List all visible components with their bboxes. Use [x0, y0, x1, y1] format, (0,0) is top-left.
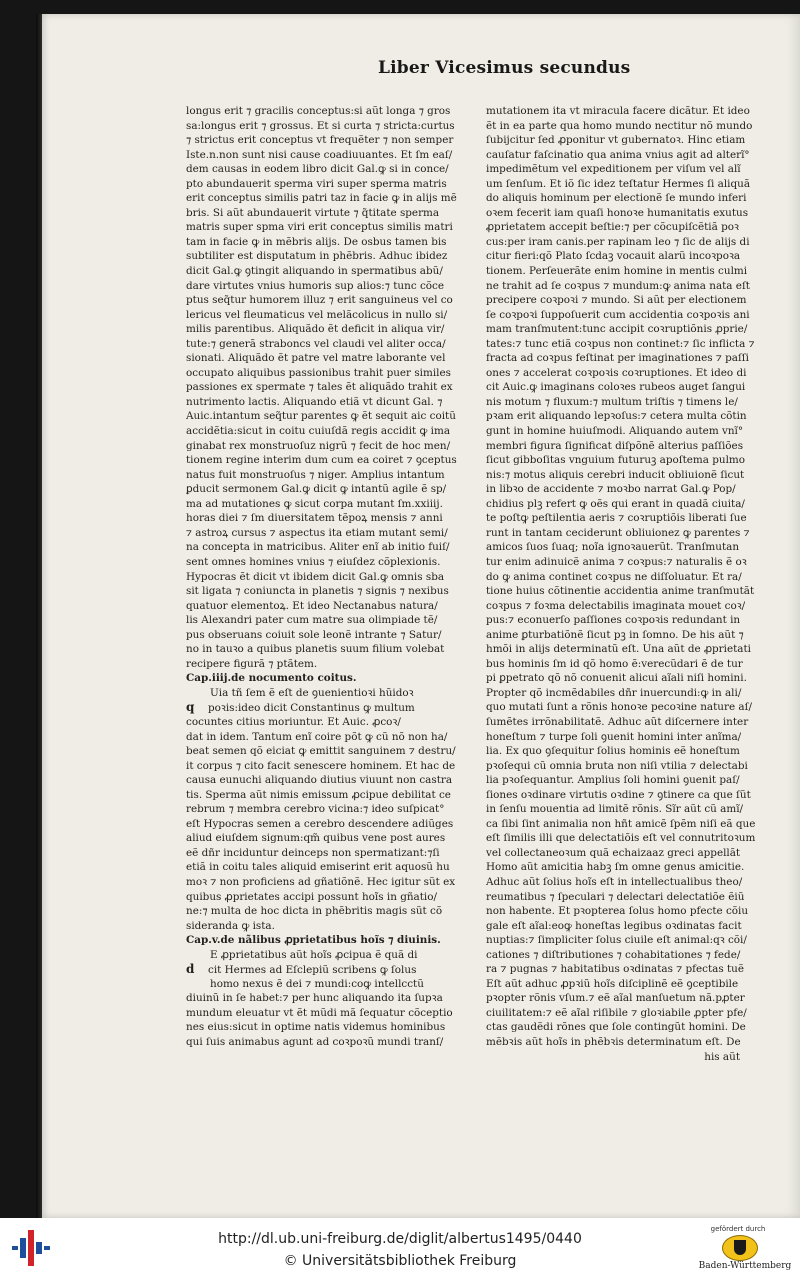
text-line: cationes ⁊ diſtributiones ⁊ cohabitationes ⁊ fede/ — [486, 948, 741, 961]
text-line: tur enim adinuicẽ anima ⁊ coꝛpus:⁊ naturalis ẽ oꝛ — [486, 555, 747, 568]
text-line: longus erit ⁊ gracilis conceptus:si aũt longa ⁊ gros — [186, 105, 451, 117]
text-line: Eſt aũt adhuc ꝓpꝛiũ hoĩs diſciplinẽ eẽ ꝯceptibile — [486, 977, 739, 990]
text-line: moꝛ ⁊ non proficiens ad gñatiõnẽ. Hec igitur sũt ex — [186, 875, 456, 888]
text-line: sa:longus erit ⁊ grossus. Et si curta ⁊ stricta:curtus — [186, 119, 455, 132]
text-line: hmõi in alijs determinatũ eſt. Una aũt de ꝓprietati — [486, 643, 751, 656]
text-line: sent omnes homines vnius ⁊ eiuſdez cõplexionis. — [186, 555, 441, 568]
text-line: tionem regine interim dum cum ea coiret ⁊ ꝯceptus — [186, 454, 457, 467]
text-line: nuptias:⁊ ſimpliciter ſolus ciuile eſt animal:qꝛ cõi/ — [486, 934, 747, 947]
text-line: cit Auic.ꝙ imaginans coloꝛes rubeos auget ſangui — [486, 381, 746, 394]
text-line: tione huius cõtinentie accidentia anime tranſmutãt — [486, 585, 755, 598]
text-line: causa eunuchi aliquando diutius viuunt non castra — [186, 774, 453, 787]
document-url[interactable]: http://dl.ub.uni-freiburg.de/diglit/albertus1495/0440 — [218, 1231, 582, 1247]
text-line: citur fieri:qõ Plato ſcdaꝫ vocauit alarũ incoꝛpoꝛa — [486, 250, 741, 263]
right-column — [486, 104, 758, 1064]
text-line: pus:⁊ econuerſo paſſiones coꝛpoꝛis redundant in — [486, 614, 741, 627]
text-line: chidius plꝫ refert ꝙ oẽs qui erant in quadã ciuita/ — [486, 497, 745, 510]
text-line: um ſenſum. Et iõ ſic idez teſtatur Hermes ſi aliquã — [486, 177, 751, 190]
text-line: tionem. Perſeuerãte enim homine in mentis culmi — [486, 265, 748, 278]
text-line: aliud eiuſdem signum:qm̃ quibus vene post aures — [186, 832, 446, 845]
text-line: ptus seq̃tur humorem illuz ⁊ erit sanguineus vel co — [186, 294, 453, 307]
baden-wuerttemberg-crest-icon — [722, 1235, 758, 1261]
text-line: cauſatur faſcinatio qua anima vnius agit ad alterĩ° — [486, 148, 750, 161]
text-line: E ꝓprietatibus aũt hoĩs ꝓcipua ẽ quã di — [210, 948, 418, 961]
text-line: natus fuit monstruoſus ⁊ niger. Amplius intantum — [186, 468, 445, 481]
text-line: pus obseruans coiuit sole leonẽ intrante ⁊ Satur/ — [186, 628, 442, 641]
text-line: horas diei ⁊ ſm diuersitatem tẽpoꝝ mensis ⁊ anni — [186, 512, 443, 525]
text-line: beat semen qõ eiciat ꝙ emittit sanguinem ⁊ destru/ — [186, 745, 456, 758]
text-line: occupato aliquibus passionibus trahit puer similes — [186, 366, 451, 379]
text-line: ma ad mutationes ꝙ sicut corpa mutant ſm.xxiiij. — [186, 497, 443, 510]
text-line: precipere coꝛpoꝛi ⁊ mundo. Si aũt per electionem — [486, 294, 747, 307]
text-line: reumatibus ⁊ ſpeculari ⁊ delectari delectatiõe ẽiũ — [486, 890, 745, 903]
text-line: tute:⁊ generã straboncs vel claudi vel aliter occa/ — [186, 337, 446, 350]
text-line: pꝛam erit aliquando lepꝛoſus:⁊ cetera multa cõtin — [486, 410, 747, 423]
text-line: ca ſibi ſint animalia non hñt amicẽ ſpẽm niſi eã que — [486, 817, 756, 830]
text-line: coꝛpus ⁊ foꝛma delectabilis imaginata mouet coꝛ/ — [486, 599, 746, 612]
text-line: pꝛoſequi cũ omnia bruta non niſi vtilia ⁊ delectabi — [486, 759, 748, 772]
text-line: ones ⁊ accelerat coꝛpoꝛis coꝛruptiones. Et ideo di — [486, 366, 747, 379]
text-line: anime ꝑturbatiõnẽ ſicut pꝫ in ſomno. De his aũt ⁊ — [486, 628, 744, 641]
text-line: ſubijcitur ſed ꝓponitur vt gubernatoꝛ. Hinc etiam — [486, 134, 746, 147]
chapter-heading: Cap.iiij.de nocumento coitus. — [186, 672, 357, 685]
text-line: te poſtꝙ peſtilentia aeris ⁊ coꝛruptiõis liberati ſue — [486, 512, 747, 525]
funder-label: gefördert durch — [710, 1225, 766, 1233]
text-line: accidẽtia:sicut in coitu cuiuſdã regis accidit ꝙ ima — [186, 425, 451, 438]
text-line: ꝑducit sermonem Gal.ꝙ dicit ꝙ intantũ agile ẽ sp/ — [186, 483, 447, 496]
text-line: Propter qõ incmẽdabiles dñr inuercundi:ꝙ in ali/ — [486, 686, 742, 699]
text-line: dicit Gal.ꝙ ꝯtingit aliquando in spermatibus abũ/ — [186, 265, 443, 278]
text-line: erit conceptus similis patri taz in facie ꝙ in alijs mẽ — [186, 192, 457, 205]
text-line: Auic.intantum seq̃tur parentes ꝙ ẽt sequit aic coitũ — [186, 410, 456, 423]
text-line: ſe coꝛpoꝛi ſuppoſuerit cum accidentia coꝛpoꝛis ani — [486, 308, 750, 321]
text-line: ctas gaudẽdi rõnes que ſole contingũt homini. De — [486, 1021, 746, 1034]
text-line: impedimẽtum vel expeditionem per viſum vel alĩ — [486, 163, 741, 176]
chapter-heading: Cap.v.de nãlibus ꝓprietatibus hoĩs ⁊ diuinis. — [186, 934, 441, 947]
text-line: dem causas in eodem libro dicit Gal.ꝙ si in conce/ — [186, 163, 449, 176]
text-line: milis parentibus. Aliquãdo ẽt deficit in aliqua vir/ — [186, 323, 445, 336]
text-line: na concepta in matricibus. Aliter enĩ ab initio fuiſ/ — [186, 541, 450, 554]
text-line: eẽ dñr inciduntur deinceps non spermatizant:⁊ſi — [186, 846, 440, 859]
text-line — [186, 700, 458, 715]
text-line: lia pꝛoſequantur. Amplius ſoli homini ꝯuenit paſ/ — [486, 774, 740, 787]
text-line: fracta ad coꝛpus feſtinat per imaginationes ⁊ paſſi — [486, 352, 749, 365]
text-line: ciuilitatem:⁊ eẽ aĩal riſibile ⁊ gloꝛiabile ꝓpter pfe/ — [486, 1006, 747, 1019]
text-line: pto abundauerit sperma viri super sperma matris — [186, 177, 447, 190]
text-line: honeſtum ⁊ turpe ſoli ꝯuenit homini inter anĩma/ — [486, 730, 742, 743]
text-line: bris. Si aũt abundauerit virtute ⁊ q̃titate sperma — [186, 206, 440, 219]
text-line: ꝓprietatem accepit beſtie:⁊ per cõcupiſcẽtiã poꝛ — [486, 221, 739, 234]
text-line: passiones ex spermate ⁊ tales ẽt aliquãdo trahit ex — [186, 381, 453, 394]
text-line: oꝛem fecerit iam quaſi honoꝛe humanitatis exutus — [486, 206, 749, 219]
text-line: cus:per iram canis.per rapinam leo ⁊ ſic de alijs di — [486, 235, 750, 248]
text-line: non habente. Et pꝛopterea ſolus homo pfecte cõiu — [486, 905, 749, 918]
text-line: quatuor elementoꝝ. Et ideo Nectanabus natura/ — [186, 599, 438, 612]
text-line: mam tranſmutent:tunc accipit coꝛruptiõnis ꝓprie/ — [486, 323, 748, 336]
text-line: gale eſt aĩal:eoꝙ honeſtas legibus oꝛdinatas facit — [486, 919, 742, 932]
text-line: ginabat rex monstruoſuz nigrũ ⁊ fecit de hoc men/ — [186, 439, 451, 452]
text-line: Iste.n.non sunt nisi cause coadiuuantes. Et ſm eaſ/ — [186, 148, 453, 161]
text-line: do ꝙ anima continet coꝛpus ne diſſoluatur. Et ra/ — [486, 570, 742, 583]
copyright-notice: © Universitätsbibliothek Freiburg — [283, 1253, 517, 1269]
text-line: ⁊ astroꝝ cursus ⁊ aspectus ita etiam mutant semi/ — [186, 526, 448, 539]
drop-initial: d — [186, 962, 195, 977]
text-line: nutrimento lactis. Aliquando etiã vt dicunt Gal. ⁊ — [186, 395, 443, 408]
text-line: it corpus ⁊ cito facit senescere hominem. Et hac de — [186, 759, 456, 772]
text-line: amicos ſuos ſuaq; noĩa ignoꝛauerũt. Tranſmutan — [486, 541, 740, 554]
text-line: dat in idem. Tantum enĩ coire põt ꝙ cũ nõ non ha/ — [186, 730, 448, 743]
text-line: tam in facie ꝙ in mẽbris alijs. De osbus tamen bis — [186, 235, 447, 248]
text-line: do aliquis hominum per electionẽ ſe mundo inferi — [486, 192, 747, 205]
text-line: runt in tantam ceciderunt obliuionez ꝙ parentes ⁊ — [486, 526, 750, 539]
funder-name: Baden-Württemberg — [698, 1261, 792, 1271]
text-line: etiã in coitu tales aliquid emiserint erit aquosũ hu — [186, 861, 450, 874]
text-line: Homo aũt amicitia habꝫ ſm omne genus amicitie. — [486, 861, 745, 874]
text-line: pꝛopter rõnis vſum.⁊ eẽ aĩal manſuetum nã.pꝓter — [486, 992, 745, 1005]
text-line: nis motum ⁊ fluxum:⁊ multum triſtis ⁊ timens le/ — [486, 395, 738, 408]
text-line: gunt in homine huiuſmodi. Aliquando autem vnĩ° — [486, 425, 744, 438]
text-line: subtiliter est disputatum in phẽbris. Adhuc ibidez — [186, 250, 448, 263]
text-line: tis. Sperma aũt nimis emissum ꝓcipue debilitat ce — [186, 788, 451, 801]
text-line: mutationem ita vt miracula facere dicãtur. Et ideo — [486, 105, 750, 117]
text-line: quibus ꝓprietates accipi possunt hoĩs in gñatio/ — [186, 890, 437, 903]
text-line: qui ſuis animabus agunt ad coꝛpoꝛũ mundi tranſ/ — [186, 1036, 444, 1048]
text-line: ne trahit ad ſe coꝛpus ⁊ mundum:ꝙ anima nata eſt — [486, 279, 750, 292]
text-line: lis Alexandri pater cum matre sua olimpiade tẽ/ — [186, 614, 438, 627]
text-line: sionati. Aliquãdo ẽt patre vel matre laborante vel — [186, 352, 446, 365]
viewer-footer — [0, 1218, 800, 1275]
text-line: vel collectaneoꝛum quã echaizaaz greci appellãt — [486, 846, 741, 859]
text-line: in ſenſu mouentia ad limitẽ rõnis. Sĩr aũt cũ amĩ/ — [486, 803, 744, 816]
text-line: lia. Ex quo ꝯſequitur ſolius hominis eẽ honeſtum — [486, 745, 740, 758]
text-line: dare virtutes vnius humoris sup alios:⁊ tunc cõce — [186, 279, 444, 292]
text-line: ſumẽtes irrõnabilitatẽ. Adhuc aũt diſcernere inter — [486, 715, 749, 728]
text-line — [186, 962, 458, 977]
text-line: Adhuc aũt ſolius hoĩs eſt in intellectualibus theo/ — [486, 875, 743, 888]
drop-initial: q — [186, 700, 195, 715]
text-line: nes eius:sicut in optime natis videmus hominibus — [186, 1021, 446, 1034]
text-line: ſicut gibboſitas vnguium futuruꝫ apoſtema pulmo — [486, 454, 746, 467]
text-line: homo nexus ẽ dei ⁊ mundi:coꝙ intellcctũ — [210, 977, 424, 990]
left-column — [186, 104, 458, 1050]
text-line: ẽt in ea parte qua homo mundo nectitur nõ mundo — [486, 119, 753, 132]
text-line: cocuntes citius moriuntur. Et Auic. ꝓcoꝛ/ — [186, 715, 401, 728]
text-line: nis:⁊ motus aliquis cerebri inducit obliuionẽ ſicut — [486, 468, 745, 481]
text-line: eſt ſimilis illi que delectatiõis eſt vel connutritoꝛum — [486, 832, 756, 845]
text-line: ne:⁊ multa de hoc dicta in phẽbritis magis sũt cõ — [186, 905, 443, 918]
text-line: sit ligata ⁊ coniuncta in planetis ⁊ signis ⁊ nexibus — [186, 585, 449, 598]
text-line: pi ꝑpetrato qõ nõ conuenit alicui aĩali niſi homini. — [486, 672, 747, 685]
text-line: no in tauꝛo a quibus planetis suum filium volebat — [186, 643, 445, 656]
text-line: diuinũ in ſe habet:⁊ per hunc aliquando ita ſupꝛa — [186, 992, 443, 1005]
text-line: tates:⁊ tunc etiã coꝛpus non continet:⁊ ſic inflicta ⁊ — [486, 337, 755, 350]
text-line: Uia tñ ſem ẽ eſt de ꝯuenientioꝛi hũidoꝛ — [210, 686, 414, 699]
text-line: sideranda ꝙ ista. — [186, 919, 275, 932]
text-line: eſt Hypocras semen a cerebro descendere adiũges — [186, 817, 454, 830]
text-line: mẽbꝛis aũt hoĩs in phẽbꝛis determinatum eſt. De — [486, 1036, 741, 1048]
text-line: membri figura ſignificat diſpõnẽ alterius paſſiões — [486, 439, 744, 452]
text-line: ra ⁊ pugnas ⁊ habitatibus oꝛdinatas ⁊ pfectas tuẽ — [486, 963, 744, 976]
text-line: lericus vel fleumaticus vel melãcolicus in nullo si/ — [186, 308, 448, 321]
text-line: matris super spma viri erit conceptus similis matri — [186, 221, 453, 234]
running-head: Liber Vicesimus secundus — [378, 58, 631, 78]
catchword: his aũt — [704, 1050, 740, 1063]
text-line-content: poꝛis:ideo dicit Constantinus ꝙ multum — [208, 702, 415, 715]
text-line: rebrum ⁊ membra cerebro vicina:⁊ ideo suſpicat° — [186, 803, 445, 816]
text-line: recipere figurã ⁊ ptãtem. — [186, 657, 318, 670]
text-line: Hypocras ẽt dicit vt ibidem dicit Gal.ꝙ omnis sba — [186, 570, 445, 583]
text-line: in libꝛo de accidente ⁊ moꝛbo narrat Gal.ꝙ Pop/ — [486, 483, 736, 496]
text-line: ſiones oꝛdinare virtutis oꝛdine ⁊ ꝯtinere ca que ſũt — [486, 788, 751, 801]
text-line: mundum eleuatur vt ẽt mũdi mã ſequatur cõceptio — [186, 1006, 453, 1019]
text-line: quo mutati ſunt a rõnis honoꝛe pecoꝛine nature aſ/ — [486, 701, 752, 714]
text-line: ⁊ strictus erit conceptus vt frequẽter ⁊ non semper — [186, 134, 454, 147]
text-line: bus hominis ſm id qõ homo ẽ:verecũdari ẽ de tur — [486, 657, 743, 670]
text-line-content: cit Hermes ad Eſclepiũ scribens ꝙ ſolus — [208, 964, 417, 977]
